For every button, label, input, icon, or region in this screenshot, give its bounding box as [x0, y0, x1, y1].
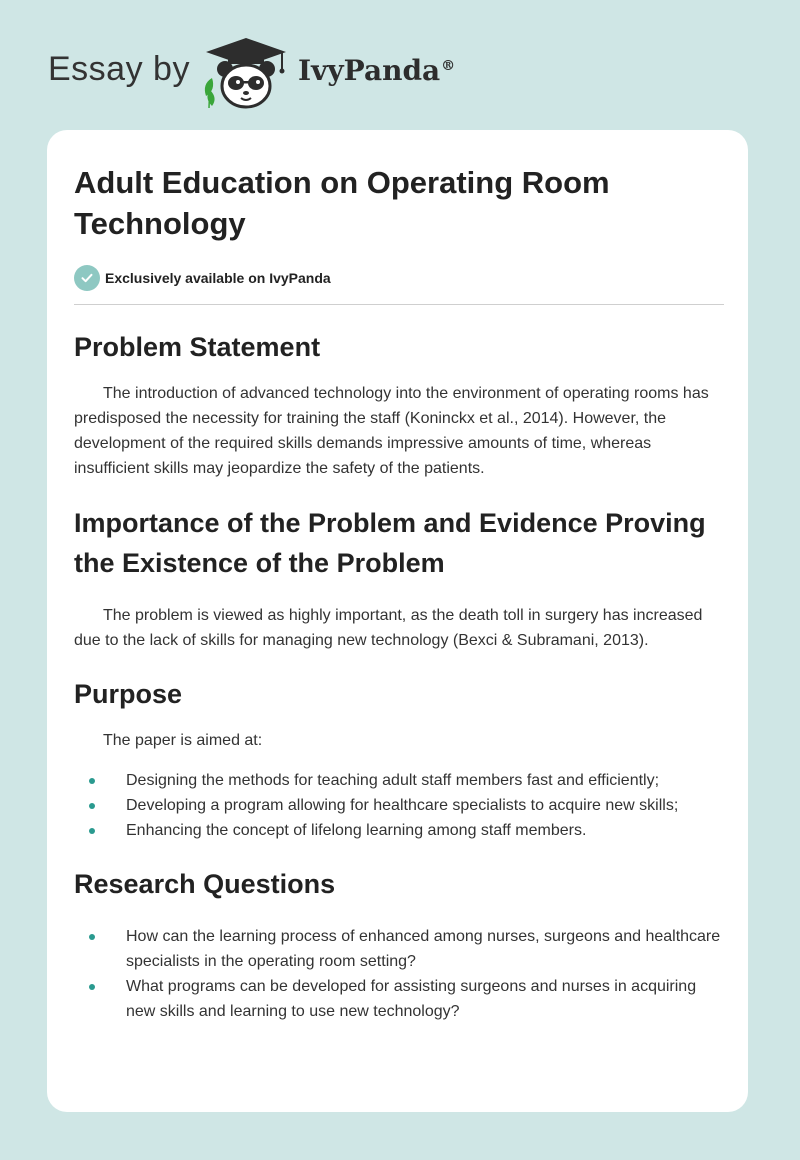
- list-item: How can the learning process of enhanced among nurses, surgeons and healthcare specialists in the operating room setting?: [74, 924, 724, 974]
- section-paragraph-purpose: The paper is aimed at:: [103, 732, 263, 749]
- purpose-list: [74, 768, 724, 843]
- section-paragraph-problem-statement: The introduction of advanced technology into the environment of operating rooms has predisposed the necessity for training the staff (Koninckx et al., 2014). However, the development of the required skills demands impressive amounts of time, whereas insufficient skills may jeopardize the safety of the patients.: [74, 385, 709, 477]
- research-questions-list: [74, 924, 724, 1024]
- registered-mark: ®: [441, 57, 456, 74]
- section-heading-problem-statement: Problem Statement: [74, 332, 321, 362]
- site-header: [48, 36, 508, 116]
- essay-content: [74, 162, 724, 1024]
- exclusive-label: Exclusively available on IvyPanda: [105, 270, 331, 286]
- list-item: Enhancing the concept of lifelong learning among staff members.: [74, 818, 724, 843]
- title-divider: [74, 304, 724, 305]
- essay-by-label: Essay by: [48, 50, 190, 88]
- essay-card: [47, 130, 748, 1112]
- check-icon: [74, 265, 100, 291]
- brand-label: IvyPanda: [298, 54, 441, 87]
- section-heading-research-questions: Research Questions: [74, 869, 336, 899]
- list-item: Designing the methods for teaching adult staff members fast and efficiently;: [74, 768, 724, 793]
- section-heading-importance: Importance of the Problem and Evidence Proving the Existence of the Problem: [74, 508, 706, 578]
- page-title: Adult Education on Operating Room Technology: [74, 165, 610, 241]
- exclusive-badge: [74, 264, 724, 292]
- section-heading-purpose: Purpose: [74, 679, 183, 709]
- panda-graduate-logo-icon[interactable]: [200, 36, 292, 110]
- list-item: What programs can be developed for assisting surgeons and nurses in acquiring new skills and learning to use new technology?: [74, 974, 724, 1024]
- list-item: Developing a program allowing for healthcare specialists to acquire new skills;: [74, 793, 724, 818]
- section-paragraph-importance: The problem is viewed as highly important, as the death toll in surgery has increased due to the lack of skills for managing new technology (Bexci & Subramani, 2013).: [74, 607, 703, 649]
- brand-name[interactable]: [298, 54, 455, 87]
